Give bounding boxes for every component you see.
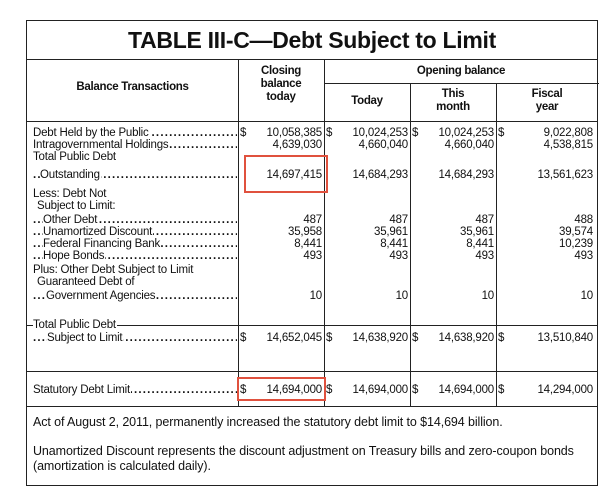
currency-sign: $ bbox=[326, 127, 333, 139]
row-label-gov-agencies: Government Agencies . . . bbox=[33, 290, 237, 302]
cell-subject-limit-month: 14,638,920 bbox=[438, 332, 494, 344]
cell-intragov-fiscal: 4,538,815 bbox=[543, 139, 593, 151]
highlight-outstanding bbox=[244, 155, 328, 193]
cell-subject-limit-fiscal: 13,510,840 bbox=[537, 332, 593, 344]
row-label-plus-other: Plus: Other Debt Subject to Limit bbox=[33, 264, 194, 276]
header-bottom-rule bbox=[27, 121, 597, 122]
header-fiscal-line2: year bbox=[535, 101, 559, 113]
cell-debt-public-month: 10,024,253 bbox=[438, 127, 494, 139]
row-label-less-debt-not: Less: Debt Not bbox=[33, 188, 107, 200]
row-label-subject-to-limit: Subject to Limit: bbox=[37, 200, 116, 212]
currency-sign: $ bbox=[498, 332, 505, 344]
header-this-month bbox=[410, 88, 496, 114]
cell-outstanding-fiscal: 13,561,623 bbox=[537, 169, 593, 181]
col-divider-2 bbox=[324, 59, 325, 406]
section-rule-2 bbox=[27, 371, 597, 372]
cell-subject-limit-closing: 14,652,045 bbox=[266, 332, 322, 344]
note-unamortized: Unamortized Discount represents the discount adjustment on Treasury bills and zero-coupon bonds (amortization is calculated daily). bbox=[33, 444, 574, 473]
currency-sign: $ bbox=[412, 384, 419, 396]
cell-statutory-fiscal: 14,294,000 bbox=[537, 384, 593, 396]
cell-statutory-closing: 14,694,000 bbox=[266, 384, 322, 396]
currency-sign: $ bbox=[498, 127, 505, 139]
header-opening-balance: Opening balance bbox=[416, 65, 506, 77]
cell-statutory-month: 14,694,000 bbox=[438, 384, 494, 396]
header-closing bbox=[238, 65, 324, 104]
header-balance-transactions: Balance Transactions bbox=[76, 81, 189, 93]
currency-sign: $ bbox=[412, 332, 419, 344]
currency-sign: $ bbox=[326, 384, 333, 396]
currency-sign: $ bbox=[240, 332, 247, 344]
col-divider-3 bbox=[410, 83, 411, 406]
cell-ffb-month: 8,441 bbox=[466, 238, 494, 250]
col-divider-1 bbox=[238, 59, 239, 406]
cell-gov-agencies-closing: 10 bbox=[309, 290, 322, 302]
cell-ffb-today: 8,441 bbox=[380, 238, 408, 250]
cell-statutory-today: 14,694,000 bbox=[352, 384, 408, 396]
section-rule-3 bbox=[27, 406, 597, 407]
table-title: TABLE III-C—Debt Subject to Limit bbox=[27, 21, 597, 60]
cell-unamortized-month: 35,961 bbox=[460, 226, 494, 238]
header-closing-line2: balance bbox=[260, 78, 302, 90]
cell-debt-public-closing: 10,058,385 bbox=[266, 127, 322, 139]
header-closing-line1: Closing bbox=[260, 65, 302, 77]
cell-unamortized-fiscal: 39,574 bbox=[559, 226, 593, 238]
cell-debt-public-fiscal: 9,022,808 bbox=[543, 127, 593, 139]
row-label-subject-limit-total: Subject to Limit . . . bbox=[33, 332, 237, 344]
currency-sign: $ bbox=[498, 384, 505, 396]
cell-unamortized-closing: 35,958 bbox=[288, 226, 322, 238]
cell-outstanding-today: 14,684,293 bbox=[352, 169, 408, 181]
currency-sign: $ bbox=[240, 127, 247, 139]
row-label-unamortized: Unamortized Discount . . . bbox=[33, 226, 237, 238]
row-label-debt-public: Debt Held by the Public . . . bbox=[33, 127, 237, 139]
row-label-statutory-debt-limit: Statutory Debt Limit . . . bbox=[33, 384, 237, 396]
cell-hope-today: 493 bbox=[389, 250, 408, 262]
row-label-total-public-debt-2: Total Public Debt bbox=[33, 319, 116, 331]
col-divider-4 bbox=[496, 83, 497, 406]
cell-gov-agencies-month: 10 bbox=[481, 290, 494, 302]
cell-ffb-closing: 8,441 bbox=[294, 238, 322, 250]
cell-hope-fiscal: 493 bbox=[574, 250, 593, 262]
cell-intragov-closing: 4,639,030 bbox=[272, 139, 322, 151]
header-fiscal-year bbox=[496, 88, 598, 114]
cell-hope-closing: 493 bbox=[303, 250, 322, 262]
row-label-intragov: Intragovernmental Holdings . . . bbox=[33, 139, 237, 151]
opening-balance-underline bbox=[324, 83, 599, 84]
cell-other-debt-today: 487 bbox=[389, 214, 408, 226]
header-today: Today bbox=[351, 95, 383, 107]
cell-outstanding-month: 14,684,293 bbox=[438, 169, 494, 181]
cell-outstanding-closing: 14,697,415 bbox=[266, 169, 322, 181]
cell-intragov-today: 4,660,040 bbox=[358, 139, 408, 151]
row-label-hope-bonds: Hope Bonds . . . bbox=[33, 250, 237, 262]
debt-table-frame bbox=[26, 20, 598, 486]
row-label-other-debt: Other Debt . . . bbox=[33, 214, 237, 226]
header-this-line2: month bbox=[436, 101, 470, 113]
currency-sign: $ bbox=[326, 332, 333, 344]
row-label-outstanding: Outstanding . . . bbox=[33, 169, 237, 181]
row-label-ffb: Federal Financing Bank . . . bbox=[33, 238, 237, 250]
cell-other-debt-closing: 487 bbox=[303, 214, 322, 226]
currency-sign: $ bbox=[412, 127, 419, 139]
cell-ffb-fiscal: 10,239 bbox=[559, 238, 593, 250]
row-label-total-public-debt: Total Public Debt bbox=[33, 151, 116, 163]
cell-gov-agencies-today: 10 bbox=[395, 290, 408, 302]
cell-hope-month: 493 bbox=[475, 250, 494, 262]
highlight-statutory bbox=[237, 377, 326, 401]
cell-unamortized-today: 35,961 bbox=[374, 226, 408, 238]
cell-gov-agencies-fiscal: 10 bbox=[580, 290, 593, 302]
header-fiscal-line1: Fiscal bbox=[531, 88, 563, 100]
cell-intragov-month: 4,660,040 bbox=[444, 139, 494, 151]
cell-other-debt-month: 487 bbox=[475, 214, 494, 226]
header-this-line1: This bbox=[441, 88, 465, 100]
row-label-guaranteed: Guaranteed Debt of bbox=[37, 276, 135, 288]
cell-subject-limit-today: 14,638,920 bbox=[352, 332, 408, 344]
currency-sign: $ bbox=[240, 384, 247, 396]
note-act: Act of August 2, 2011, permanently increased the statutory debt limit to $14,694 billion. bbox=[33, 415, 503, 429]
cell-other-debt-fiscal: 488 bbox=[574, 214, 593, 226]
cell-debt-public-today: 10,024,253 bbox=[352, 127, 408, 139]
header-closing-line3: today bbox=[266, 91, 296, 103]
